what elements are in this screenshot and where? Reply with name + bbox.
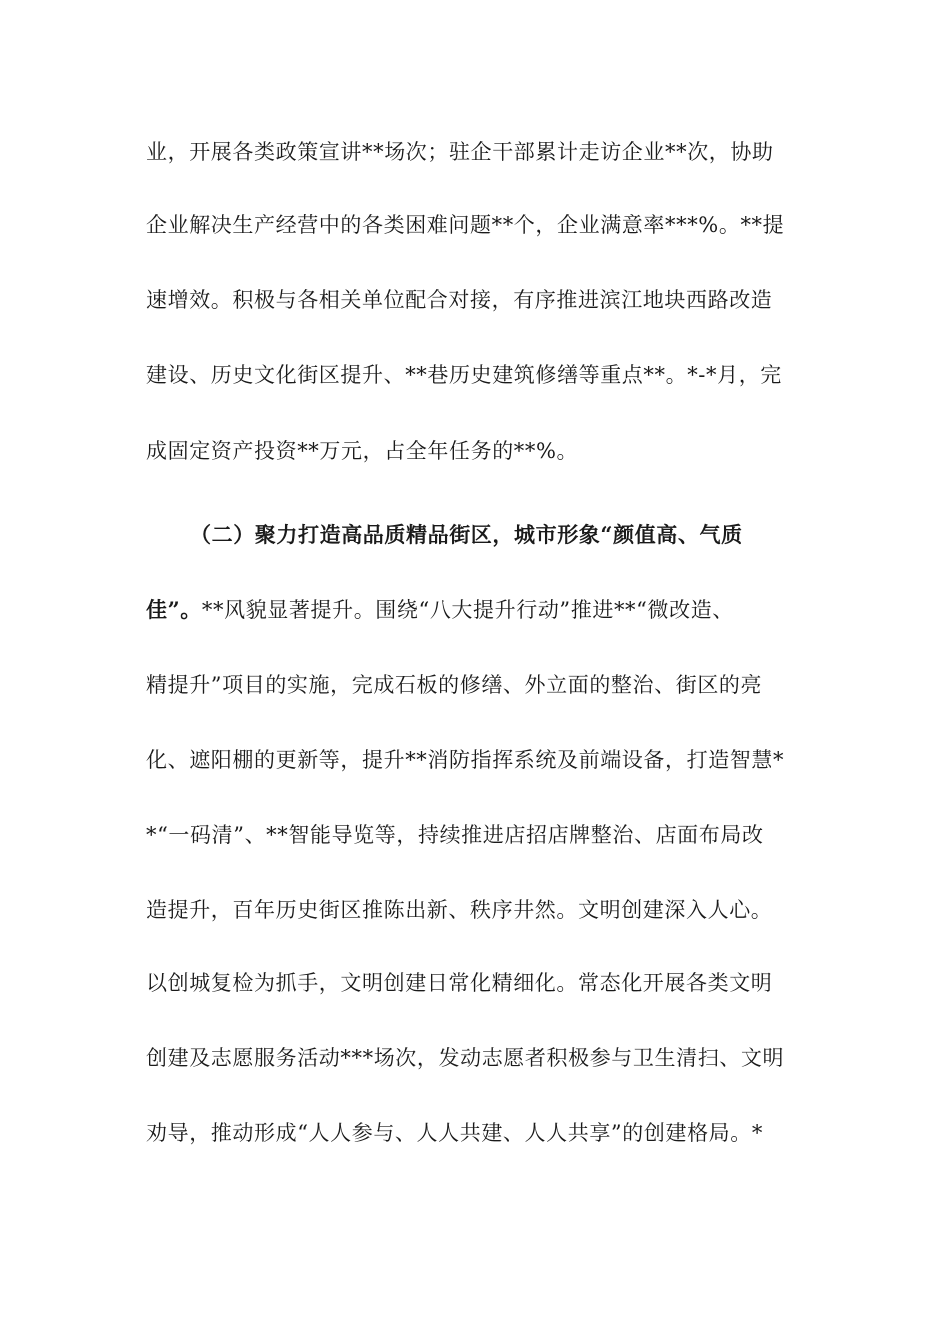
paragraph-line: 企业解决生产经营中的各类困难问题**个，企业满意率***%。**提 [146,213,785,237]
paragraph-line: 建设、历史文化街区提升、**巷历史建筑修缮等重点**。*-*月，完 [146,363,782,387]
paragraph-line: 创建及志愿服务活动***场次，发动志愿者积极参与卫生清扫、文明 [146,1046,785,1070]
paragraph-line: *“一码清”、**智能导览等，持续推进店招店牌整治、店面布局改 [146,823,764,847]
paragraph-line: 成固定资产投资**万元，占全年任务的**%。 [146,439,579,463]
paragraph-text: **风貌显著提升。围绕“八大提升行动”推进**“微改造、 [201,598,734,622]
paragraph-line: 精提升”项目的实施，完成石板的修缮、外立面的整治、街区的亮 [146,673,763,697]
section-heading-continuation [146,595,806,625]
section-heading: （二）聚力打造高品质精品街区，城市形象“颜值高、气质 [190,522,743,547]
paragraph-line: 造提升，百年历史街区推陈出新、秩序井然。文明创建深入人心。 [146,898,773,922]
paragraph-line: 化、遮阳棚的更新等，提升**消防指挥系统及前端设备，打造智慧* [146,748,785,772]
paragraph-line: 速增效。积极与各相关单位配合对接，有序推进滨江地块西路改造 [146,288,773,312]
paragraph-line: 劝导，推动形成“人人参与、人人共建、人人共享”的创建格局。* [146,1121,763,1145]
paragraph-line: 业，开展各类政策宣讲**场次；驻企干部累计走访企业**次，协助 [146,140,774,164]
paragraph-line: 以创城复检为抓手，文明创建日常化精细化。常态化开展各类文明 [146,971,773,995]
section-heading-end: 佳”。 [146,597,202,622]
